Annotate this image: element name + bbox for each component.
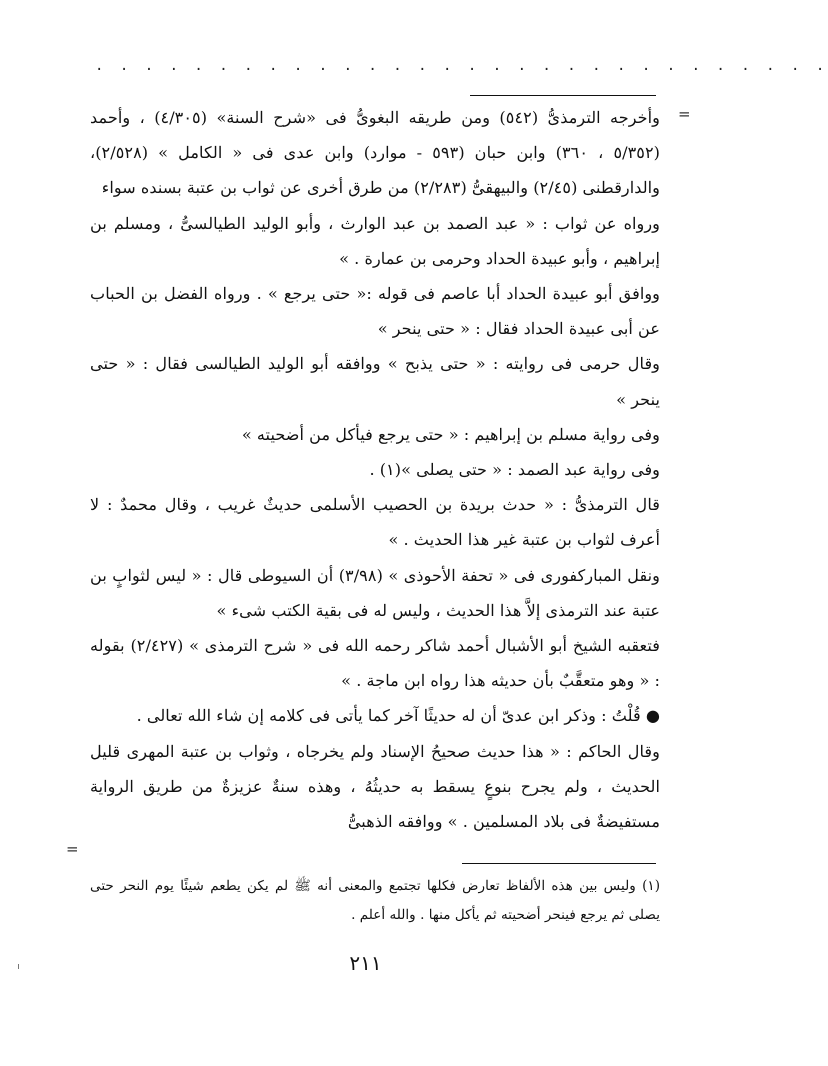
footnote-rule [462, 863, 656, 864]
paragraph-qultu: ● قُلْتُ : وذكر ابن عدىّ أن له حديثًا آخر كما يأتى فى كلامه إن شاء الله تعالى . [136, 706, 660, 726]
paragraph-shakir: فتعقبه الشيخ أبو الأشبال أحمد شاكر رحمه الله فى « شرح الترمذى » (٢/٤٢٧) بقوله : « وهو متعقَّبٌ بأن حديثه هذا رواه ابن ماجة . » [90, 636, 660, 691]
footnote-text: (١) وليس بين هذه الألفاظ تعارض فكلها تجتمع والمعنى أنه ﷺ لم يكن يطعم شيئًا يوم النحر حتى يصلى ثم يرجع فينحر أضحيته ثم يأكل منها . والله أعلم . [90, 878, 660, 923]
paragraph-abu-ubaida: ووافق أبو عبيدة الحداد أبا عاصم فى قوله :« حتى يرجع » . ورواه الفضل بن الحباب عن أبى عبيدة الحداد فقال : « حتى ينحر » [90, 284, 660, 339]
paragraph-narrators: ورواه عن ثواب : « عبد الصمد بن عبد الوارث ، وأبو الوليد الطيالسىُّ ، ومسلم بن إبراهيم ، وأبو عبيدة الحداد وحرمى بن عمارة . » [90, 213, 660, 268]
paragraph-abd-al-samad: وفى رواية عبد الصمد : « حتى يصلى »(١) . [369, 460, 660, 480]
page-number: ٢١١ [349, 951, 382, 975]
left-margin-mark: = [66, 840, 79, 858]
paragraph-mubarakfuri: ونقل المباركفورى فى « تحفة الأحوذى » (٣/٩٨) أن السيوطى قال : « ليس لثوابٍ بن عتبة عند الترمذى إلاَّ هذا الحديث ، وليس له فى بقية الكتب شىء » [90, 565, 660, 620]
top-dotted-line: . . . . . . . . . . . . . . . . . . . . . . . . . . . . . . [95, 58, 828, 74]
main-text [90, 100, 660, 839]
right-margin-mark: = [678, 105, 691, 123]
paragraph-takhrij: وأخرجه الترمذىُّ (٥٤٢) ومن طريقه البغوىُّ فى «شرح السنة» (٤/٣٠٥) ، وأحمد (٥/٣٥٢ ، ٣٦٠) وابن حبان (٥٩٣ - موارد) وابن عدى فى « الكامل » (٢/٥٢٨)، والدارقطنى (٢/٤٥) والبيهقىُّ (٢/٢٨٣) من طرق أخرى عن ثواب بن عتبة بسنده سواء [90, 108, 660, 198]
top-rule [470, 95, 656, 96]
paragraph-hakim: وقال الحاكم : « هذا حديث صحيحُ الإسناد ولم يخرجاه ، وثواب بن عتبة المهرى قليل الحديث ، ولم يجرح بنوعٍ يسقط به حديثُهُ ، وهذه سنةٌ عزيزةٌ من طريق الرواية مستفيضةٌ فى بلاد المسلمين . » ووافقه الذهبىُّ [90, 741, 660, 832]
footnote [90, 872, 660, 930]
margin-tick [18, 964, 19, 969]
paragraph-muslim-ibn-ibrahim: وفى رواية مسلم بن إبراهيم : « حتى يرجع فيأكل من أضحيته » [241, 424, 660, 444]
paragraph-tirmidhi: قال الترمذىُّ : « حدث بريدة بن الحصيب الأسلمى حديثٌ غريب ، وقال محمدٌ : لا أعرف لثواب بن عتبة غير هذا الحديث . » [90, 495, 660, 550]
paragraph-harami: وقال حرمى فى روايته : « حتى يذبح » ووافقه أبو الوليد الطيالسى فقال : « حتى ينحر » [90, 354, 660, 409]
